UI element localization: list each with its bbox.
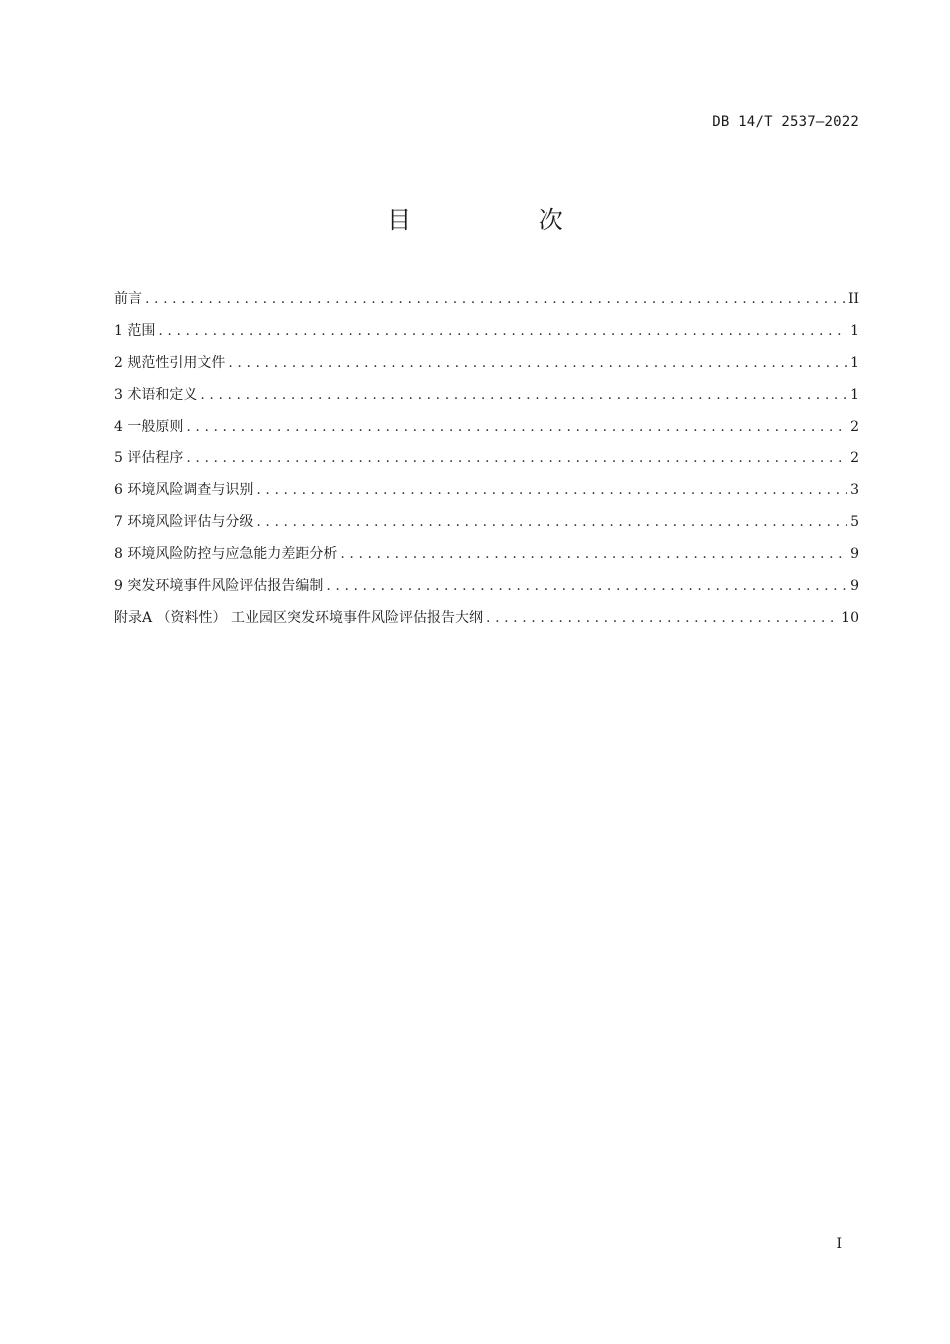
toc-entry-terms-definitions[interactable] — [114, 384, 859, 416]
toc-entry-label: 6 环境风险调查与识别 — [114, 482, 254, 499]
toc-entry-label: 2 规范性引用文件 — [114, 354, 226, 371]
page-title: 目 次 — [387, 206, 623, 234]
toc-leader-dots — [486, 610, 838, 626]
toc-leader-dots — [145, 291, 845, 307]
toc-entry-preface[interactable] — [114, 288, 859, 320]
toc-leader-dots — [256, 482, 847, 498]
toc-leader-dots — [256, 514, 847, 530]
page-number: I — [836, 1236, 842, 1252]
toc-entry-page: 5 — [850, 514, 859, 531]
toc-entry-label: 9 突发环境事件风险评估报告编制 — [114, 578, 324, 595]
toc-entry-appendix-a[interactable] — [114, 607, 859, 639]
toc-entry-page: 1 — [850, 322, 859, 339]
toc-entry-page: 2 — [850, 418, 859, 435]
toc-entry-label: 3 术语和定义 — [114, 386, 198, 403]
toc-entry-general-principles[interactable] — [114, 416, 859, 448]
toc-entry-label: 7 环境风险评估与分级 — [114, 514, 254, 531]
toc-entry-label: 前言 — [114, 291, 142, 307]
toc-entry-gap-analysis[interactable] — [114, 543, 859, 575]
toc-entry-page: 1 — [850, 354, 859, 371]
toc-leader-dots — [340, 546, 847, 562]
toc-entry-page: 10 — [841, 609, 859, 626]
document-code: DB 14/T 2537—2022 — [712, 114, 859, 130]
toc-entry-normative-references[interactable] — [114, 352, 859, 384]
toc-entry-assessment-procedure[interactable] — [114, 447, 859, 479]
toc-leader-dots — [186, 450, 847, 466]
toc-entry-page: 9 — [850, 578, 859, 595]
toc-entry-label: 8 环境风险防控与应急能力差距分析 — [114, 546, 338, 563]
toc-entry-label: 4 一般原则 — [114, 418, 184, 435]
toc-leader-dots — [228, 355, 847, 371]
toc-entry-page: 1 — [850, 386, 859, 403]
toc-entry-label: 附录A （资料性） 工业园区突发环境事件风险评估报告大纲 — [114, 609, 484, 626]
toc-entry-label: 1 范围 — [114, 322, 156, 339]
toc-entry-page: II — [847, 291, 859, 307]
toc-entry-page: 9 — [850, 546, 859, 563]
table-of-contents — [114, 288, 859, 639]
toc-leader-dots — [200, 387, 847, 403]
toc-leader-dots — [158, 323, 847, 339]
toc-entry-scope[interactable] — [114, 320, 859, 352]
toc-leader-dots — [326, 578, 847, 594]
toc-entry-risk-assessment[interactable] — [114, 511, 859, 543]
toc-leader-dots — [186, 419, 847, 435]
toc-entry-page: 2 — [850, 450, 859, 467]
toc-entry-label: 5 评估程序 — [114, 450, 184, 467]
toc-entry-report-compilation[interactable] — [114, 575, 859, 607]
toc-entry-risk-investigation[interactable] — [114, 479, 859, 511]
toc-entry-page: 3 — [850, 482, 859, 499]
